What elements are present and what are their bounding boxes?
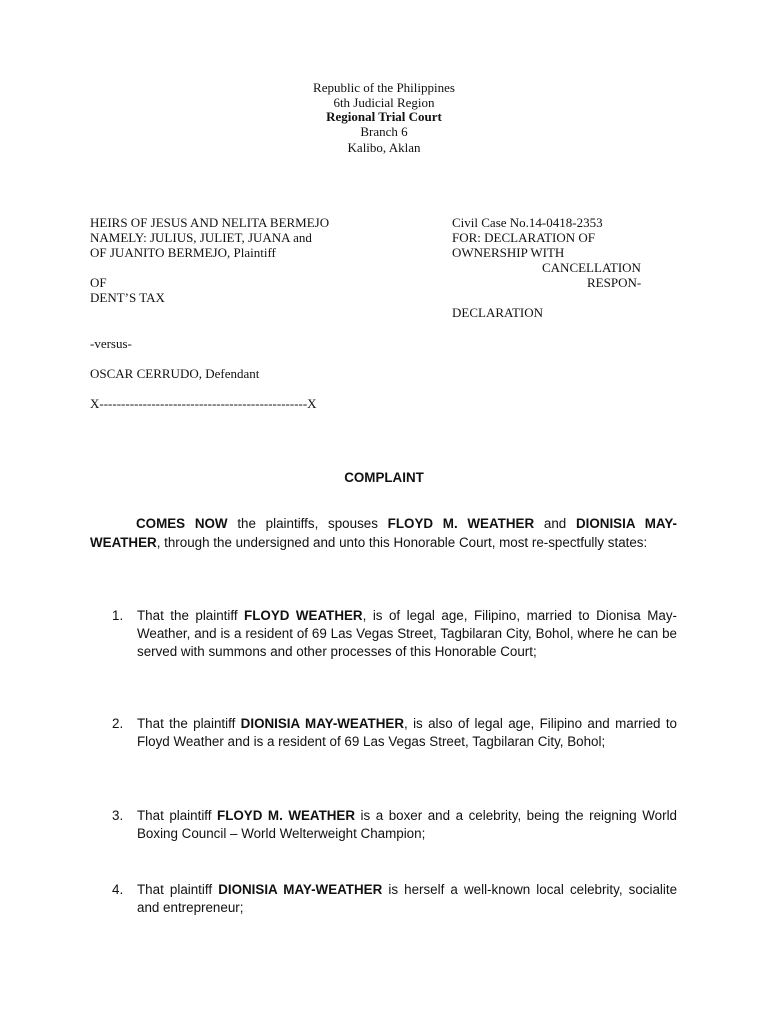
case-nature-5: DECLARATION (452, 305, 543, 320)
item-bold-name: DIONISIA MAY-WEATHER (218, 882, 383, 897)
item-bold-name: FLOYD WEATHER (244, 608, 363, 623)
caption-separator: X------------------------------------------------X (90, 396, 317, 411)
item-bold-name: FLOYD M. WEATHER (217, 808, 356, 823)
intro-text-1: the plaintiffs, spouses (227, 516, 388, 531)
item-number: 2. (112, 716, 124, 731)
defendant: OSCAR CERRUDO, Defendant (90, 366, 260, 381)
item-text-post: , is of legal age, Filipino, married to Dionisa May-Weather, and is a resident of 69 Las Vegas Street, Tagbilaran City, Bohol, where he can be served with summons and other processes of this Honorable Court; (137, 608, 677, 659)
plaintiff-line-1: HEIRS OF JESUS AND NELITA BERMEJO (90, 215, 330, 230)
header-region: 6th Judicial Region (333, 95, 435, 110)
intro-name-1: FLOYD M. WEATHER (387, 516, 535, 531)
item-text-post: is a boxer and a celebrity, being the reigning World Boxing Council – World Welterweight Champion; (137, 808, 677, 841)
intro-paragraph (90, 515, 677, 552)
intro-text-3: , through the undersigned and unto this Honorable Court, most re-spectfully states: (156, 534, 648, 550)
document-title: COMPLAINT (344, 470, 424, 485)
allegation-item (112, 715, 677, 751)
case-nature-2: OWNERSHIP WITH (452, 245, 565, 260)
item-bold-name: DIONISIA MAY-WEATHER (240, 716, 404, 731)
header-location: Kalibo, Aklan (347, 140, 421, 155)
allegation-item (112, 607, 677, 661)
caption-dents-tax: DENT’S TAX (90, 290, 165, 305)
allegation-item (112, 881, 677, 917)
item-text-post: is herself a well-known local celebrity, socialite and entrepreneur; (137, 882, 678, 915)
case-nature-3: CANCELLATION (542, 260, 641, 275)
case-number: Civil Case No.14-0418-2353 (452, 215, 603, 230)
case-nature-4: RESPON- (587, 275, 642, 290)
plaintiff-line-2: NAMELY: JULIUS, JULIET, JUANA and (90, 230, 312, 245)
intro-text-2: and (534, 516, 576, 531)
plaintiff-line-3: OF JUANITO BERMEJO, Plaintiff (90, 245, 276, 260)
item-text-pre: That the plaintiff (137, 716, 241, 731)
intro-lead: COMES NOW (136, 516, 228, 531)
item-text-pre: That plaintiff (137, 808, 218, 823)
intro-name-2: DIONISIA MAY-WEATHER (90, 516, 677, 550)
item-text-pre: That plaintiff (137, 882, 219, 897)
item-number: 4. (112, 882, 124, 897)
item-number: 1. (112, 608, 124, 623)
item-number: 3. (112, 808, 124, 823)
allegation-item (112, 807, 677, 843)
versus: -versus- (90, 336, 132, 351)
item-text-post: , is also of legal age, Filipino and married to Floyd Weather and is a resident of 69 Las Vegas Street, Tagbilaran City, Bohol; (137, 716, 678, 749)
header-republic: Republic of the Philippines (313, 80, 455, 95)
item-text-pre: That the plaintiff (137, 608, 245, 623)
case-nature-1: FOR: DECLARATION OF (452, 230, 596, 245)
header-branch: Branch 6 (360, 124, 408, 139)
header-court: Regional Trial Court (326, 109, 442, 124)
caption-of: OF (90, 275, 107, 290)
